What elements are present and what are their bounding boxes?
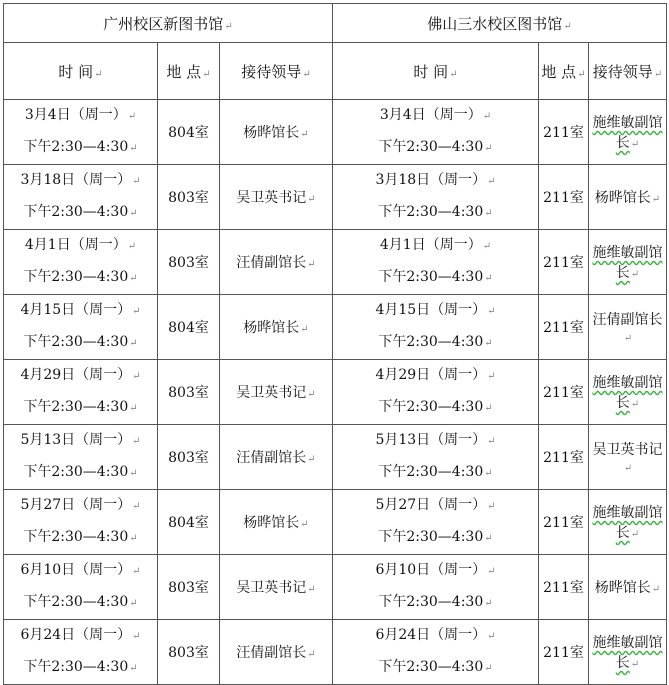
time-cell-a (4, 295, 158, 360)
date-text: 5月13日（周一） (20, 432, 132, 448)
paragraph-mark-icon: ↵ (482, 111, 492, 122)
table-row (4, 425, 667, 490)
time-text: 下午2:30—4:30 (23, 399, 129, 415)
leader-cell-b: 施维敏副馆长↵ (589, 490, 667, 555)
time-text: 下午2:30—4:30 (23, 594, 129, 610)
leader-cell-b: 杨晔馆长↵ (589, 165, 667, 230)
date-text: 4月15日（周一） (20, 302, 132, 318)
paragraph-mark-icon: ↵ (484, 468, 493, 479)
leader-cell-b: 施维敏副馆长↵ (589, 620, 667, 685)
time-cell-a (4, 425, 158, 490)
paragraph-mark-icon: ↵ (487, 501, 496, 512)
date-text: 3月4日（周一） (379, 107, 482, 123)
room-cell-b: 211室 (539, 230, 589, 295)
paragraph-mark-icon: ↵ (307, 649, 316, 660)
time-cell-b (333, 360, 539, 425)
leader-cell-b: 施维敏副馆长↵ (589, 360, 667, 425)
time-cell-b (333, 490, 539, 555)
time-text: 下午2:30—4:30 (378, 269, 484, 285)
paragraph-mark-icon: ↵ (129, 208, 138, 219)
table-row (4, 165, 667, 230)
col-time-a: 时 间↵ (4, 43, 158, 100)
paragraph-mark-icon: ↵ (127, 241, 137, 252)
room-cell-b: 211室 (539, 360, 589, 425)
time-text: 下午2:30—4:30 (23, 529, 129, 545)
paragraph-mark-icon: ↵ (487, 306, 496, 317)
paragraph-mark-icon: ↵ (484, 338, 493, 349)
paragraph-mark-icon: ↵ (300, 129, 309, 140)
paragraph-mark-icon: ↵ (129, 663, 138, 674)
paragraph-mark-icon: ↵ (127, 111, 137, 122)
time-text: 下午2:30—4:30 (23, 139, 129, 155)
leader-cell-a: 吴卫英书记↵ (220, 165, 333, 230)
date-text: 6月10日（周一） (375, 562, 487, 578)
paragraph-mark-icon: ↵ (630, 399, 640, 410)
table-row (4, 620, 667, 685)
paragraph-mark-icon: ↵ (129, 598, 138, 609)
paragraph-mark-icon: ↵ (487, 436, 496, 447)
leader-cell-b: 施维敏副馆长↵ (589, 100, 667, 165)
room-cell-a: 804室 (158, 295, 220, 360)
paragraph-mark-icon: ↵ (129, 403, 138, 414)
paragraph-mark-icon: ↵ (577, 68, 586, 80)
leader-cell-b: 吴卫英书记↵ (589, 425, 667, 490)
room-cell-a: 804室 (158, 490, 220, 555)
paragraph-mark-icon: ↵ (132, 631, 141, 642)
paragraph-mark-icon: ↵ (129, 533, 138, 544)
paragraph-mark-icon: ↵ (651, 194, 661, 205)
room-cell-b: 211室 (539, 490, 589, 555)
paragraph-mark-icon: ↵ (630, 659, 640, 670)
table-row (4, 230, 667, 295)
col-place-b: 地 点↵ (539, 43, 589, 100)
time-cell-b (333, 100, 539, 165)
room-cell-a: 803室 (158, 555, 220, 620)
paragraph-mark-icon: ↵ (132, 371, 141, 382)
table-row (4, 360, 667, 425)
room-cell-b: 211室 (539, 295, 589, 360)
paragraph-mark-icon: ↵ (300, 324, 309, 335)
time-text: 下午2:30—4:30 (378, 659, 484, 675)
leader-cell-a: 吴卫英书记↵ (220, 555, 333, 620)
leader-cell-a: 汪倩副馆长↵ (220, 425, 333, 490)
col-place-a: 地 点↵ (158, 43, 220, 100)
time-cell-b (333, 555, 539, 620)
paragraph-mark-icon: ↵ (487, 631, 496, 642)
paragraph-mark-icon: ↵ (307, 389, 316, 400)
leader-cell-b: 施维敏副馆长↵ (589, 230, 667, 295)
room-cell-a: 803室 (158, 230, 220, 295)
time-text: 下午2:30—4:30 (378, 204, 484, 220)
room-cell-a: 803室 (158, 360, 220, 425)
paragraph-mark-icon: ↵ (129, 143, 138, 154)
table-row (4, 100, 667, 165)
paragraph-mark-icon: ↵ (653, 68, 663, 80)
paragraph-mark-icon: ↵ (563, 20, 572, 32)
leader-cell-a: 杨晔馆长↵ (220, 100, 333, 165)
leader-cell-a: 杨晔馆长↵ (220, 490, 333, 555)
paragraph-mark-icon: ↵ (484, 533, 493, 544)
table-row (4, 490, 667, 555)
paragraph-mark-icon: ↵ (484, 143, 493, 154)
room-cell-a: 803室 (158, 620, 220, 685)
date-text: 4月15日（周一） (375, 302, 487, 318)
paragraph-mark-icon: ↵ (484, 208, 493, 219)
date-text: 4月1日（周一） (24, 237, 127, 253)
leader-cell-a: 吴卫英书记↵ (220, 360, 333, 425)
paragraph-mark-icon: ↵ (484, 663, 493, 674)
time-text: 下午2:30—4:30 (23, 334, 129, 350)
paragraph-mark-icon: ↵ (132, 436, 141, 447)
col-leader-a: 接待领导↵ (220, 43, 333, 100)
room-cell-a: 803室 (158, 425, 220, 490)
date-text: 3月18日（周一） (375, 172, 487, 188)
leader-cell-b: 杨晔馆长↵ (589, 555, 667, 620)
date-text: 4月29日（周一） (375, 367, 487, 383)
paragraph-mark-icon: ↵ (484, 273, 493, 284)
time-cell-b (333, 165, 539, 230)
date-text: 3月4日（周一） (24, 107, 127, 123)
date-text: 6月24日（周一） (20, 627, 132, 643)
paragraph-mark-icon: ↵ (94, 68, 103, 80)
date-text: 6月10日（周一） (20, 562, 132, 578)
paragraph-mark-icon: ↵ (487, 371, 496, 382)
paragraph-mark-icon: ↵ (300, 519, 309, 530)
room-cell-b: 211室 (539, 100, 589, 165)
time-text: 下午2:30—4:30 (23, 659, 129, 675)
time-text: 下午2:30—4:30 (378, 594, 484, 610)
paragraph-mark-icon: ↵ (307, 259, 316, 270)
paragraph-mark-icon: ↵ (623, 463, 633, 474)
col-leader-b: 接待领导↵ (589, 43, 667, 100)
paragraph-mark-icon: ↵ (302, 68, 311, 80)
reception-schedule-table (3, 3, 667, 685)
time-cell-b (333, 295, 539, 360)
column-header-row (4, 43, 667, 100)
room-cell-b: 211室 (539, 555, 589, 620)
time-text: 下午2:30—4:30 (378, 464, 484, 480)
time-cell-a (4, 165, 158, 230)
paragraph-mark-icon: ↵ (651, 584, 661, 595)
time-cell-a (4, 555, 158, 620)
table-row (4, 295, 667, 360)
date-text: 4月29日（周一） (20, 367, 132, 383)
time-cell-a (4, 360, 158, 425)
time-cell-a (4, 490, 158, 555)
paragraph-mark-icon: ↵ (307, 584, 316, 595)
paragraph-mark-icon: ↵ (202, 68, 211, 80)
paragraph-mark-icon: ↵ (449, 68, 458, 80)
campus-a-header: 广州校区新图书馆↵ (4, 4, 333, 43)
paragraph-mark-icon: ↵ (482, 241, 492, 252)
col-time-b: 时 间↵ (333, 43, 539, 100)
paragraph-mark-icon: ↵ (484, 403, 493, 414)
time-text: 下午2:30—4:30 (378, 529, 484, 545)
paragraph-mark-icon: ↵ (307, 194, 316, 205)
leader-cell-a: 杨晔馆长↵ (220, 295, 333, 360)
date-text: 3月18日（周一） (20, 172, 132, 188)
time-text: 下午2:30—4:30 (378, 139, 484, 155)
time-cell-a (4, 620, 158, 685)
campus-header-row (4, 4, 667, 43)
time-text: 下午2:30—4:30 (23, 204, 129, 220)
room-cell-a: 803室 (158, 165, 220, 230)
time-cell-b (333, 425, 539, 490)
table-row (4, 555, 667, 620)
time-text: 下午2:30—4:30 (378, 399, 484, 415)
time-cell-a (4, 100, 158, 165)
paragraph-mark-icon: ↵ (132, 306, 141, 317)
time-cell-b (333, 620, 539, 685)
paragraph-mark-icon: ↵ (129, 468, 138, 479)
paragraph-mark-icon: ↵ (630, 529, 640, 540)
paragraph-mark-icon: ↵ (129, 338, 138, 349)
room-cell-b: 211室 (539, 425, 589, 490)
paragraph-mark-icon: ↵ (132, 176, 141, 187)
date-text: 5月13日（周一） (375, 432, 487, 448)
time-text: 下午2:30—4:30 (23, 269, 129, 285)
campus-b-header: 佛山三水校区图书馆↵ (333, 4, 667, 43)
paragraph-mark-icon: ↵ (630, 139, 640, 150)
time-text: 下午2:30—4:30 (23, 464, 129, 480)
leader-cell-a: 汪倩副馆长↵ (220, 230, 333, 295)
paragraph-mark-icon: ↵ (623, 333, 633, 344)
paragraph-mark-icon: ↵ (630, 269, 640, 280)
paragraph-mark-icon: ↵ (484, 598, 493, 609)
leader-cell-a: 汪倩副馆长↵ (220, 620, 333, 685)
time-cell-a (4, 230, 158, 295)
room-cell-a: 804室 (158, 100, 220, 165)
leader-cell-b: 汪倩副馆长↵ (589, 295, 667, 360)
time-text: 下午2:30—4:30 (378, 334, 484, 350)
paragraph-mark-icon: ↵ (487, 566, 496, 577)
room-cell-b: 211室 (539, 620, 589, 685)
date-text: 4月1日（周一） (379, 237, 482, 253)
room-cell-b: 211室 (539, 165, 589, 230)
date-text: 5月27日（周一） (375, 497, 487, 513)
paragraph-mark-icon: ↵ (487, 176, 496, 187)
time-cell-b (333, 230, 539, 295)
paragraph-mark-icon: ↵ (129, 273, 138, 284)
date-text: 5月27日（周一） (20, 497, 132, 513)
schedule-document (3, 3, 667, 685)
paragraph-mark-icon: ↵ (132, 566, 141, 577)
paragraph-mark-icon: ↵ (132, 501, 141, 512)
paragraph-mark-icon: ↵ (224, 20, 233, 32)
paragraph-mark-icon: ↵ (307, 454, 316, 465)
date-text: 6月24日（周一） (375, 627, 487, 643)
